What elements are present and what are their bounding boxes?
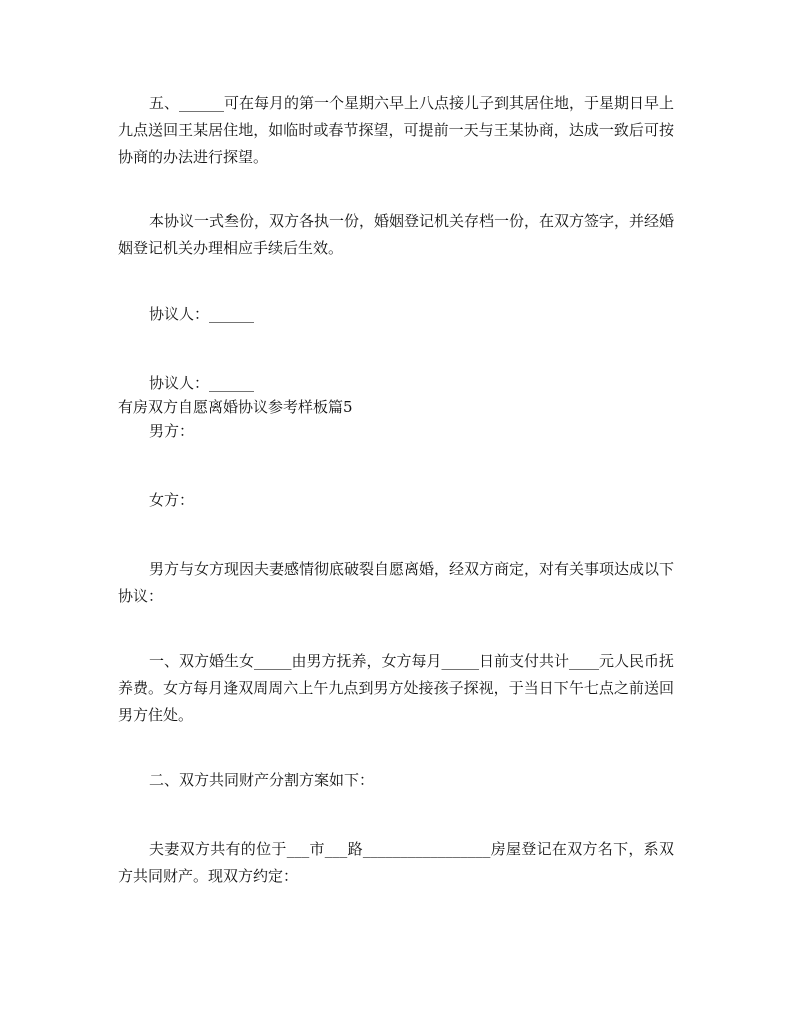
paragraph-property-clause: 夫妻双方共有的位于___市___路_________________房屋登记在双方名下，系双方共同财产。现双方约定： bbox=[118, 840, 674, 885]
signature-line-2: 协议人：______ bbox=[149, 374, 255, 392]
paragraph-copies-clause: 本协议一式叁份，双方各执一份，婚姻登记机关存档一份，在双方签字，并经婚姻登记机关办理相应手续后生效。 bbox=[118, 212, 675, 257]
paragraph-agreement-intro: 男方与女方现因夫妻感情彻底破裂自愿离婚，经双方商定，对有关事项达成以下协议： bbox=[118, 560, 675, 605]
female-party-label: 女方： bbox=[149, 491, 195, 509]
paragraph-visitation-clause: 五、______可在每月的第一个星期六早上八点接儿子到其居住地，于星期日早上九点送回王某居住地，如临时或春节探望，可提前一天与王某协商，达成一致后可按协商的办法进行探望。 bbox=[118, 94, 675, 166]
section-heading: 有房双方自愿离婚协议参考样板篇5 bbox=[118, 398, 353, 416]
paragraph-custody-clause: 一、双方婚生女_____由男方抚养，女方每月_____日前支付共计____元人民币抚养费。女方每月逢双周周六上午九点到男方处接孩子探视，于当日下午七点之前送回男方住处。 bbox=[118, 652, 675, 724]
signature-line-1: 协议人：______ bbox=[149, 305, 255, 323]
male-party-label: 男方： bbox=[149, 422, 195, 440]
paragraph-property-heading: 二、双方共同财产分割方案如下： bbox=[149, 771, 375, 789]
